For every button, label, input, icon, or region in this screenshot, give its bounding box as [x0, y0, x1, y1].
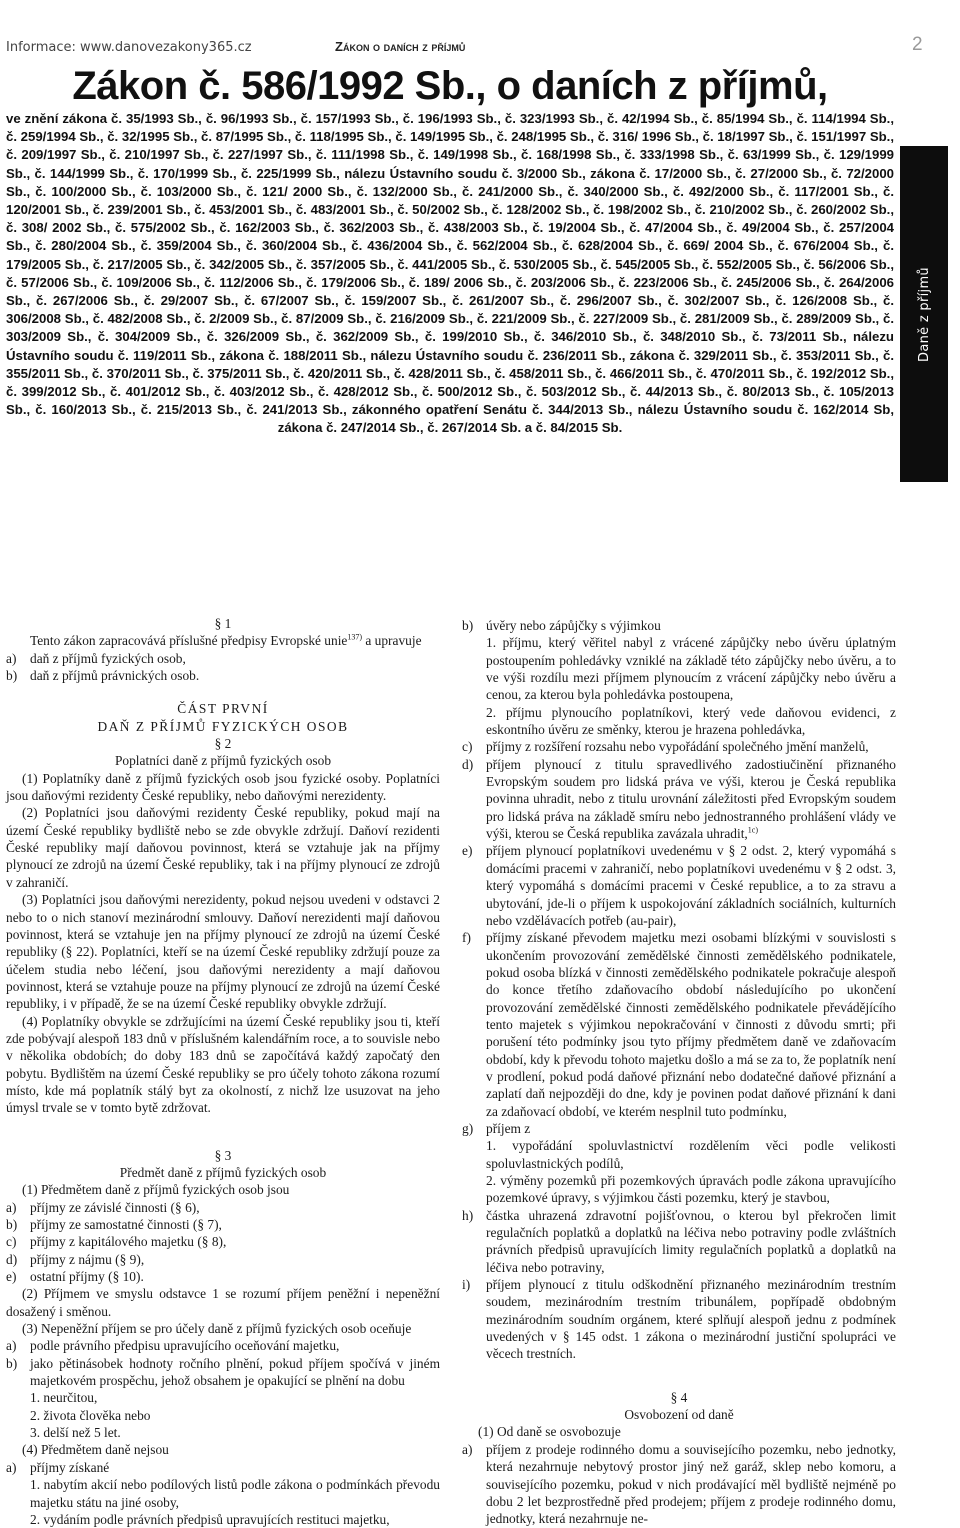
left-column [6, 615, 440, 1528]
section-3-paragraph-1: (1) Předmětem daně z příjmů fyzických osob jsou [22, 1182, 290, 1198]
list-item: e) ostatní příjmy (§ 10). [6, 1269, 144, 1285]
section-2-title: Poplatníci daně z příjmů fyzických osob [114, 753, 332, 769]
list-item: d) příjem plynoucí z titulu spravedlivého zadostiučinění přiznaného Evropským soudem pro lidská práva ve výši, kterou je Česká republika povinna uhradit, nebo z titulu urovnání záležitosti před Evropským soudem pro lidská práva na základě smíru nebo jednostranného prohlášení vlády ve výši, kterou se Česká republika zavázala uhradit,$^{1c)}$ [462, 756, 896, 842]
section-2-paragraph-4: (4) Poplatníky obvykle se zdržujícími na území České republiky jsou ti, kteří zde pobývají alespoň 183 dnů v příslušném kalendářním roce, a to souvisle nebo v několika obdobích; do doby 183 dnů se započítává každý započatý den pobytu. Bydlištěm na území České republiky se pro účely tohoto zákona rozumí místo, kde má poplatník stálý byt za okolností, z nichž lze usuzovat na jeho úmysl trvale se v tomto bytě zdržovat. [6, 1013, 440, 1116]
side-tab-label: Daně z příjmů [916, 266, 932, 362]
section-3-paragraph-3: (3) Nepeněžní příjem se pro účely daně z příjmů fyzických osob oceňuje [22, 1321, 412, 1337]
list-item: g) příjem z [462, 1120, 531, 1136]
header-law-title: Zákon o daních z příjmů [335, 39, 466, 54]
list-item: b) daň z příjmů právnických osob. [6, 668, 200, 684]
list-item: b) úvěry nebo zápůjčky s výjimkou [462, 618, 661, 633]
section-4-sign: § 4 [670, 1389, 688, 1405]
sub-item: 1. příjmu, který věřitel nabyl z vrácené zápůjčky nebo úvěru úplatným postoupením pohledávky vzniklé na základě této zápůjčky nebo úvěru, a to ve výši rozdílu mezi příjmem plynoucím z vrácení zápůjčky nebo úvěru a cenou, za kterou byla pohledávka postoupena, [486, 635, 896, 703]
section-3-paragraph-4: (4) Předmětem daně nejsou [22, 1442, 169, 1458]
sub-item: 3. delší než 5 let. [30, 1425, 121, 1441]
page-header [0, 0, 960, 60]
list-item: i) příjem plynoucí z titulu odškodnění přiznaného mezinárodním trestním soudem, mezinárodním trestním tribunálem, popřípadě obdobným mezinárodním soudním orgánem, které splňují alespoň jednu z podmínek uvedených v § 145 odst. 1 zákona o mezinárodní justiční spolupráci ve věcech trestních. [462, 1277, 896, 1362]
list-item: b) příjmy ze samostatné činnosti (§ 7), [6, 1217, 222, 1232]
footnote-137[interactable]: 137) [347, 632, 363, 642]
list-item: a) podle právního předpisu upravujícího oceňování majetku, [6, 1338, 340, 1354]
sub-item: 2. života člověka nebo [30, 1407, 151, 1423]
page-number: 2 [912, 34, 923, 55]
section-3-paragraph-2: (2) Příjmem ve smyslu odstavce 1 se rozumí příjem peněžní i nepeněžní dosažený i směnou. [6, 1286, 440, 1319]
section-3-title: Předmět daně z příjmů fyzických osob [119, 1164, 327, 1180]
section-1-intro: Tento zákon zapracovává příslušné předpisy Evropské unie$^{137)}$ a upravuje [30, 632, 422, 649]
list-item: h) částka uhrazená zdravotní pojišťovnou, o kterou byl překročen limit regulačních poplatků a doplatků na léčiva nebo potraviny podle zvláštních právních předpisů upravujících limity regulačních poplatků a doplatků na léčiva nebo potraviny, [462, 1207, 896, 1275]
list-item: d) příjmy z nájmu (§ 9), [6, 1251, 145, 1267]
list-item: e) příjem plynoucí poplatníkovi uvedenému v § 2 odst. 2, který vypomáhá s domácími pracemi v zahraničí, nebo poplatníkovi uvedenému v § 2 odst. 3, který vypomáhá s domácími pracemi v České republice, a to za stravu a ubytování, jde-li o příjem k uspokojování základních sociálních, kulturních nebo vzdělávacích potřeb (au-pair), [462, 843, 896, 928]
sub-item: 2. výměny pozemků při pozemkových úpravách podle zákona upravujícího pozemkové úpravy, s výjimkou části pozemku, který je stavbou, [486, 1173, 896, 1206]
right-column [462, 617, 896, 1528]
document-title: Zákon č. 586/1992 Sb., o daních z příjmů, [72, 64, 828, 108]
list-item: a) příjmy získané [6, 1459, 110, 1475]
amendments-list: ve znění zákona č. 35/1993 Sb., č. 96/1993 Sb., č. 157/1993 Sb., č. 196/1993 Sb., č. 323/1993 Sb., č. 42/1994 Sb., č. 85/1994 Sb., č. 114/1994 Sb., č. 259/1994 Sb., č. 32/1995 Sb., č. 87/1995 Sb., č. 118/1995 Sb., č. 149/1995 Sb., č. 248/1995 Sb., č. 316/ 1996 Sb., č. 18/1997 Sb., č. 151/1997 Sb., č. 209/1997 Sb., č. 210/1997 Sb., č. 227/1997 Sb., č. 111/1998 Sb., č. 149/1998 Sb., č. 168/1998 Sb., č. 333/1998 Sb., č. 63/1999 Sb., č. 129/1999 Sb., č. 144/1999 Sb., č. 170/1999 Sb., č. 225/1999 Sb., nálezu Ústavního soudu č. 3/2000 Sb., zákona č. 17/2000 Sb., č. 27/2000 Sb., č. 72/2000 Sb., č. 100/2000 Sb., č. 103/2000 Sb., č. 121/ 2000 Sb., č. 132/2000 Sb., č. 241/2000 Sb., č. 340/2000 Sb., č. 492/2000 Sb., č. 117/2001 Sb., č. 120/2001 Sb., č. 239/2001 Sb., č. 453/2001 Sb., č. 483/2001 Sb., č. 50/2002 Sb., č. 128/2002 Sb., č. 198/2002 Sb., č. 210/2002 Sb., č. 260/2002 Sb., č. 308/ 2002 Sb., č. 575/2002 Sb., č. 162/2003 Sb., č. 362/2003 Sb., č. 438/2003 Sb., č. 19/2004 Sb., č. 47/2004 Sb., č. 49/2004 Sb., č. 257/2004 Sb., č. 280/2004 Sb., č. 359/2004 Sb., č. 360/2004 Sb., č. 436/2004 Sb., č. 562/2004 Sb., č. 628/2004 Sb., č. 669/ 2004 Sb., č. 676/2004 Sb., č. 179/2005 Sb., č. 217/2005 Sb., č. 342/2005 Sb., č. 357/2005 Sb., č. 441/2005 Sb., č. 530/2005 Sb., č. 545/2005 Sb., č. 552/2005 Sb., č. 56/2006 Sb., č. 57/2006 Sb., č. 109/2006 Sb., č. 112/2006 Sb., č. 179/2006 Sb., č. 189/ 2006 Sb., č. 203/2006 Sb., č. 223/2006 Sb., č. 245/2006 Sb., č. 264/2006 Sb., č. 267/2006 Sb., č. 29/2007 Sb., č. 67/2007 Sb., č. 159/2007 Sb., č. 261/2007 Sb., č. 296/2007 Sb., č. 302/2007 Sb., č. 126/2008 Sb., č. 306/2008 Sb., č. 482/2008 Sb., č. 2/2009 Sb., č. 87/2009 Sb., č. 216/2009 Sb., č. 221/2009 Sb., č. 227/2009 Sb., č. 281/2009 Sb., č. 289/2009 Sb., č. 303/2009 Sb., č. 304/2009 Sb., č. 326/2009 Sb., č. 362/2009 Sb., č. 199/2010 Sb., č. 346/2010 Sb., č. 348/2010 Sb., č. 73/2011 Sb., nálezu Ústavního soudu č. 119/2011 Sb., zákona č. 188/2011 Sb., nálezu Ústavního soudu č. 236/2011 Sb., zákona č. 329/2011 Sb., č. 353/2011 Sb., č. 355/2011 Sb., č. 370/2011 Sb., č. 375/2011 Sb., č. 420/2011 Sb., č. 428/2011 Sb., č. 458/2011 Sb., č. 466/2011 Sb., č. 470/2011 Sb., č. 192/2012 Sb., č. 399/2012 Sb., č. 401/2012 Sb., č. 403/2012 Sb., č. 428/2012 Sb., č. 500/2012 Sb., č. 503/2012 Sb., č. 44/2013 Sb., č. 80/2013 Sb., č. 105/2013 Sb., č. 160/2013 Sb., č. 215/2013 Sb., č. 241/2013 Sb., zákonného opatření Senátu č. 344/2013 Sb., nálezu Ústavního soudu č. 162/2014 Sb, zákona č. 247/2014 Sb., č. 267/2014 Sb. a č. 84/2015 Sb. [6, 111, 894, 436]
list-item: c) příjmy z rozšíření rozsahu nebo vypořádání společného jmění manželů, [462, 739, 869, 755]
section-3-sign: § 3 [214, 1147, 232, 1163]
sub-item: 1. nabytím akcií nebo podílových listů podle zákona o podmínkách převodu majetku státu na jiné osoby, [30, 1477, 440, 1510]
list-item: c) příjmy z kapitálového majetku (§ 8), [6, 1234, 227, 1250]
header-info-link[interactable]: Informace: www.danovezakony365.cz [6, 40, 252, 55]
footnote-1c[interactable]: 1c) [747, 825, 758, 835]
sub-item: 2. příjmu plynoucího poplatníkovi, který vede daňovou evidenci, z eskontního úvěru ze směnky, kterou je hrazena pohledávka, [486, 704, 896, 738]
part-title: DAŇ Z PŘÍJMŮ FYZICKÝCH OSOB [97, 718, 349, 734]
section-2-paragraph-2: (2) Poplatníci jsou daňovými rezidenty České republiky, pokud mají na území České republiky bydliště nebo se zde obvykle zdržují. Daňoví rezidenti České republiky mají daňovou povinnost, která se vztahuje jak na příjmy plynoucí ze zdrojů na území České republiky, tak i na příjmy plynoucí ze zdrojů v zahraničí. [6, 805, 440, 890]
list-item: a) příjmy ze závislé činnosti (§ 6), [6, 1199, 200, 1215]
list-item: b) jako pětinásobek hodnoty ročního plnění, pokud příjem spočívá v jiném majetkovém prospěchu, jehož obsahem je opakující se plnění na dobu [6, 1355, 440, 1389]
section-2-paragraph-3: (3) Poplatníci jsou daňovými nerezidenty, pokud nejsou uvedeni v odstavci 2 nebo to o nich stanoví mezinárodní smlouvy. Daňoví nerezidenti mají daňovou povinnost, která se vztahuje jen na příjmy plynoucí ze zdrojů na území České republiky (§ 22). Poplatníci, kteří se na území České republiky zdržují pouze za účelem studia nebo léčení, jsou daňovými nerezidenty a mají daňovou povinnost, která se vztahuje pouze na příjmy plynoucí ze zdrojů na území České republiky, i v případě, že se na území České republiky obvykle zdržují. [6, 892, 440, 1012]
section-4-title: Osvobození od daně [624, 1407, 734, 1423]
section-2-sign: § 2 [214, 736, 232, 752]
list-item: a) příjem z prodeje rodinného domu a souvisejícího pozemku, nebo jednotky, která nezahrnuje nebytový prostor jiný než garáž, sklep nebo komoru, a souvisejícího pozemku, pokud v nich prodávající měl bydliště nejméně po dobu 2 let bezprostředně před prodejem; příjem z prodeje rodinného domu, jednotky, která nezahrnuje ne- [462, 1441, 896, 1527]
side-tab [900, 146, 948, 482]
sub-item: 2. vydáním podle právních předpisů upravujících restituci majetku, [30, 1511, 390, 1527]
section-1-sign: § 1 [214, 616, 232, 631]
section-4-paragraph-1: (1) Od daně se osvobozuje [478, 1424, 621, 1440]
list-item: f) příjmy získané převodem majetku mezi osobami blízkými v souvislosti s ukončením provozování zemědělské činnosti zemědělského podnikatele, pokud osoba blízká v činnosti zemědělského podnikatele pokračuje alespoň do konce třetího zdaňovacího období následujícího po ukončení provozování zemědělské činnosti zemědělského podnikatele převádějícího tento majetek s výjimkou nepokračování v činnosti z důvodu smrti; při porušení této podmínky jsou tyto příjmy předmětem daně ve zdaňovacím období, kdy k převodu tohoto majetku došlo a má se za to, že poplatník není v prodlení, pokud podá daňové přiznání nebo dodatečné daňové přiznání a zaplatí daň nejpozději do dne, kdy je povinen podat daňové přiznání k dani za zdaňovací období, ve kterém nesplnil tuto podmínku, [462, 930, 896, 1119]
sub-item: 1. vypořádání spoluvlastnictví rozdělením věci podle velikosti spoluvlastnických podílů, [486, 1138, 896, 1171]
sub-item: 1. neurčitou, [30, 1390, 98, 1406]
part-heading: ČÁST PRVNÍ [177, 701, 269, 717]
list-item: a) daň z příjmů fyzických osob, [6, 650, 186, 666]
section-2-paragraph-1: (1) Poplatníky daně z příjmů fyzických osob jsou fyzické osoby. Poplatníci jsou daňovými rezidenty České republiky, nebo daňovými nerezidenty. [6, 770, 440, 804]
